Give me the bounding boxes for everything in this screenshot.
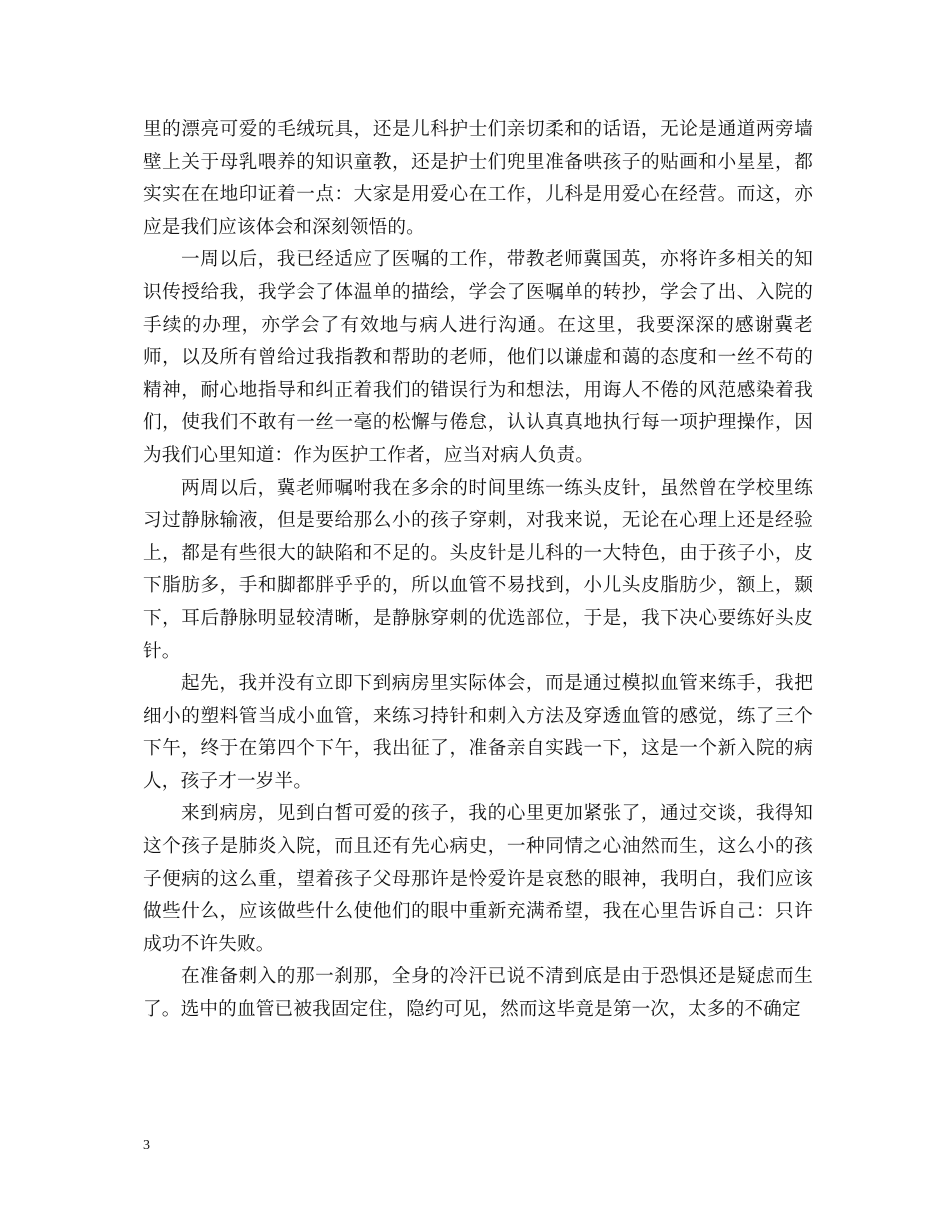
paragraph-5: 来到病房，见到白皙可爱的孩子，我的心里更加紧张了，通过交谈，我得知这个孩子是肺炎入院，而且还有先心病史，一种同情之心油然而生，这么小的孩子便病的这么重，望着孩子父母那许是怜爱许是哀愁的眼神，我明白，我们应该做些什么，应该做些什么使他们的眼中重新充满希望，我在心里告诉自己：只许成功不许失败。 bbox=[143, 803, 813, 955]
body-text bbox=[143, 114, 813, 1027]
paragraph-2: 一周以后，我已经适应了医嘱的工作，带教老师冀国英，亦将许多相关的知识传授给我，我学会了体温单的描绘，学会了医嘱单的转抄，学会了出、入院的手续的办理，亦学会了有效地与病人进行沟通。在这里，我要深深的感谢冀老师，以及所有曾给过我指教和帮助的老师，他们以谦虚和蔼的态度和一丝不苟的精神，耐心地指导和纠正着我们的错误行为和想法，用诲人不倦的风范感染着我们，使我们不敢有一丝一毫的松懈与倦怠，认认真真地执行每一项护理操作，因为我们心里知道：作为医护工作者，应当对病人负责。 bbox=[143, 249, 813, 466]
paragraph-1: 里的漂亮可爱的毛绒玩具，还是儿科护士们亲切柔和的话语，无论是通道两旁墙壁上关于母乳喂养的知识童教，还是护士们兜里准备哄孩子的贴画和小星星，都实实在在地印证着一点：大家是用爱心在工作，儿科是用爱心在经营。而这，亦应是我们应该体会和深刻领悟的。 bbox=[143, 119, 813, 238]
page-number: 3 bbox=[143, 1138, 150, 1153]
paragraph-4: 起先，我并没有立即下到病房里实际体会，而是通过模拟血管来练手，我把细小的塑料管当成小血管，来练习持针和刺入方法及穿透血管的感觉，练了三个下午，终于在第四个下午，我出征了，准备亲自实践一下，这是一个新入院的病人，孩子才一岁半。 bbox=[143, 673, 813, 792]
paragraph-6: 在准备刺入的那一刹那，全身的冷汗已说不清到底是由于恐惧还是疑虑而生了。选中的血管已被我固定住，隐约可见，然而这毕竟是第一次，太多的不确定 bbox=[143, 966, 813, 1021]
paragraph-3: 两周以后，冀老师嘱咐我在多余的时间里练一练头皮针，虽然曾在学校里练习过静脉输液，但是要给那么小的孩子穿刺，对我来说，无论在心理上还是经验上，都是有些很大的缺陷和不足的。头皮针是儿科的一大特色，由于孩子小，皮下脂肪多，手和脚都胖乎乎的，所以血管不易找到，小儿头皮脂肪少，额上，颞下，耳后静脉明显较清晰，是静脉穿刺的优选部位，于是，我下决心要练好头皮针。 bbox=[143, 477, 813, 662]
